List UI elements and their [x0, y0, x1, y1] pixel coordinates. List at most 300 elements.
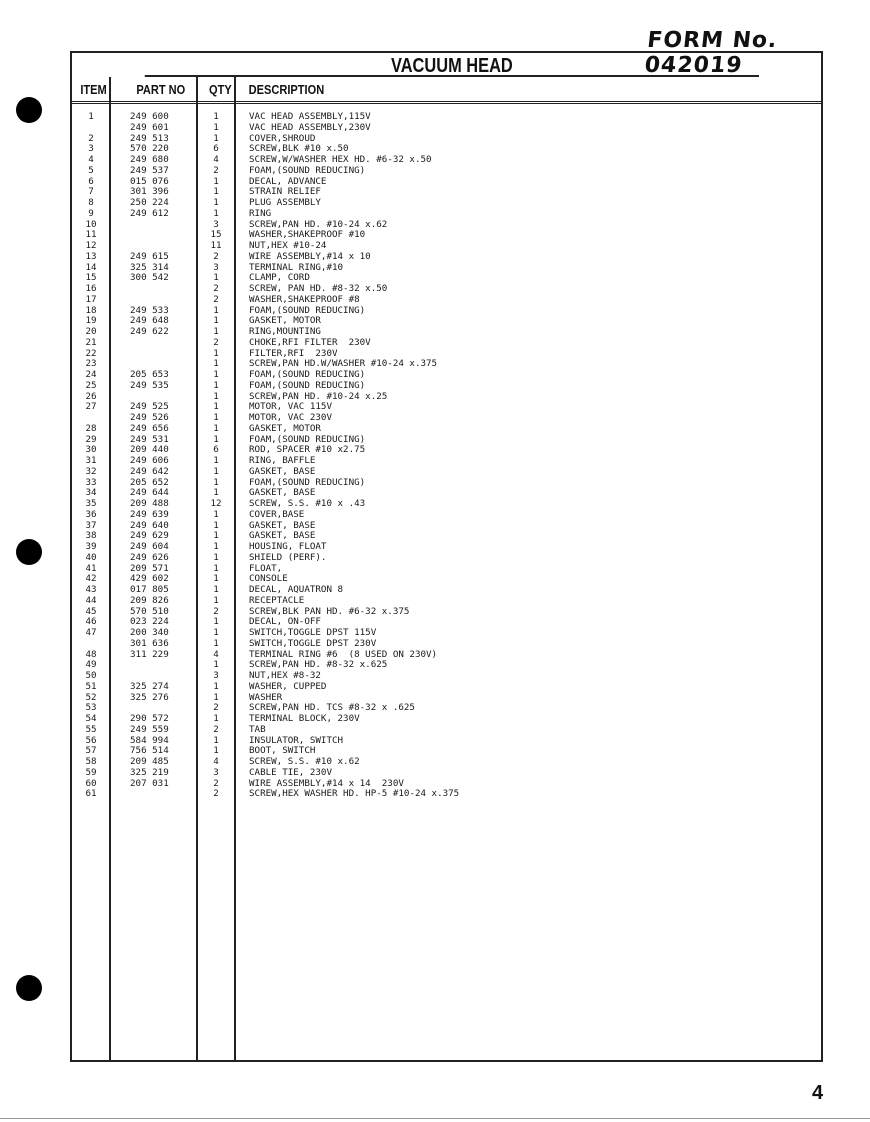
cell-item: 33 — [85, 476, 97, 488]
table-row — [72, 220, 821, 231]
table-row — [72, 349, 821, 360]
table-row — [72, 757, 821, 768]
cell-qty: 1 — [213, 197, 219, 208]
cell-qty: 1 — [213, 422, 219, 434]
cell-part: 200 340 — [130, 627, 169, 638]
cell-part: 249 533 — [130, 304, 169, 316]
table-row — [72, 402, 821, 413]
table-row — [72, 295, 821, 306]
cell-qty: 1 — [213, 326, 219, 337]
cell-desc: FOAM,(SOUND REDUCING) — [249, 304, 366, 316]
header-description: DESCRIPTION — [248, 82, 325, 97]
cell-qty: 1 — [213, 573, 219, 585]
cell-qty: 3 — [213, 766, 219, 778]
cell-part: 209 485 — [130, 756, 169, 767]
cell-desc: COVER,SHROUD — [249, 132, 316, 144]
bottom-rule — [0, 1118, 870, 1119]
cell-desc: NUT,HEX #8-32 — [249, 670, 321, 681]
cell-desc: SWITCH,TOGGLE DPST 230V — [249, 637, 377, 649]
table-row — [72, 521, 821, 532]
cell-item: 47 — [85, 627, 97, 638]
cell-item: 5 — [88, 164, 94, 176]
table-row — [72, 510, 821, 521]
cell-item: 18 — [85, 304, 97, 316]
cell-desc: SCREW,PAN HD. #10-24 x.25 — [249, 390, 388, 402]
cell-qty: 1 — [213, 508, 219, 520]
cell-part: 325 219 — [130, 766, 169, 778]
table-row — [72, 112, 821, 123]
cell-item: 50 — [85, 670, 97, 681]
punch-hole-icon — [16, 97, 42, 123]
cell-item: 38 — [85, 530, 97, 542]
cell-qty: 1 — [213, 519, 219, 531]
cell-desc: SCREW,W/WASHER HEX HD. #6-32 x.50 — [249, 154, 432, 165]
table-row — [72, 736, 821, 747]
table-row — [72, 413, 821, 424]
page-number: 4 — [812, 1082, 824, 1104]
cell-part: 249 622 — [130, 326, 169, 337]
table-row — [72, 768, 821, 779]
cell-desc: SWITCH,TOGGLE DPST 115V — [249, 627, 377, 638]
cell-item: 1 — [88, 111, 94, 122]
table-row — [72, 564, 821, 575]
cell-item: 14 — [85, 261, 97, 273]
cell-qty: 1 — [213, 132, 219, 144]
table-row — [72, 177, 821, 188]
table-row — [72, 241, 821, 252]
cell-qty: 2 — [213, 250, 219, 262]
cell-part: 249 656 — [130, 422, 169, 434]
cell-desc: GASKET, BASE — [249, 487, 316, 499]
cell-part: 205 652 — [130, 476, 169, 488]
cell-item: 10 — [85, 218, 97, 230]
table-body — [72, 112, 821, 800]
table-row — [72, 198, 821, 209]
cell-desc: GASKET, BASE — [249, 519, 316, 531]
cell-desc: MOTOR, VAC 115V — [249, 401, 332, 413]
cell-qty: 1 — [213, 734, 219, 746]
table-row — [72, 187, 821, 198]
table-row — [72, 585, 821, 596]
cell-desc: GASKET, BASE — [249, 530, 316, 542]
table-row — [72, 144, 821, 155]
cell-item: 15 — [85, 272, 97, 284]
cell-part: 249 680 — [130, 154, 169, 165]
cell-part: 249 531 — [130, 433, 169, 445]
cell-part: 301 636 — [130, 637, 169, 649]
cell-item: 48 — [85, 648, 97, 660]
cell-qty: 4 — [213, 154, 219, 165]
cell-part: 249 640 — [130, 519, 169, 531]
cell-item: 11 — [85, 229, 97, 241]
cell-desc: ROD, SPACER #10 x2.75 — [249, 444, 366, 456]
table-row — [72, 166, 821, 177]
cell-qty: 2 — [213, 702, 219, 714]
cell-qty: 4 — [213, 648, 219, 660]
cell-part: 570 510 — [130, 605, 169, 617]
table-row — [72, 327, 821, 338]
cell-qty: 6 — [213, 444, 219, 456]
cell-desc: RECEPTACLE — [249, 594, 305, 606]
cell-desc: FLOAT, — [249, 562, 283, 574]
cell-part: 325 274 — [130, 680, 169, 692]
cell-desc: MOTOR, VAC 230V — [249, 412, 332, 423]
cell-item: 37 — [85, 519, 97, 531]
cell-item: 7 — [88, 186, 94, 198]
cell-desc: DECAL, ADVANCE — [249, 175, 327, 187]
cell-desc: NUT,HEX #10-24 — [249, 240, 327, 251]
cell-item: 8 — [88, 197, 94, 208]
table-row — [72, 671, 821, 682]
table-row — [72, 628, 821, 639]
cell-item: 39 — [85, 541, 97, 552]
table-header — [72, 77, 821, 104]
cell-part: 325 276 — [130, 691, 169, 703]
table-row — [72, 488, 821, 499]
header-part-no: PART NO — [136, 82, 186, 97]
cell-qty: 1 — [213, 315, 219, 327]
cell-part: 325 314 — [130, 261, 169, 273]
cell-qty: 1 — [213, 207, 219, 219]
cell-part: 017 805 — [130, 584, 169, 595]
cell-item: 49 — [85, 659, 97, 671]
cell-qty: 1 — [213, 530, 219, 542]
cell-item: 4 — [88, 154, 94, 165]
cell-item: 59 — [85, 766, 97, 778]
cell-item: 24 — [85, 369, 97, 380]
cell-item: 20 — [85, 326, 97, 337]
cell-desc: BOOT, SWITCH — [249, 745, 316, 757]
cell-desc: SCREW,BLK #10 x.50 — [249, 143, 349, 155]
cell-desc: SCREW,PAN HD. TCS #8-32 x .625 — [249, 702, 415, 714]
table-row — [72, 725, 821, 736]
cell-item: 6 — [88, 175, 94, 187]
cell-desc: DECAL, AQUATRON 8 — [249, 584, 344, 595]
cell-part: 249 648 — [130, 315, 169, 327]
cell-qty: 2 — [213, 164, 219, 176]
cell-part: 209 440 — [130, 444, 169, 456]
cell-desc: TERMINAL RING #6 (8 USED ON 230V) — [249, 648, 438, 660]
table-row — [72, 703, 821, 714]
cell-qty: 1 — [213, 304, 219, 316]
cell-desc: SCREW,PAN HD. #8-32 x.625 — [249, 659, 388, 671]
cell-qty: 1 — [213, 379, 219, 391]
cell-desc: SCREW, S.S. #10 x.62 — [249, 756, 360, 767]
cell-qty: 1 — [213, 551, 219, 563]
table-row — [72, 746, 821, 757]
cell-part: 249 612 — [130, 207, 169, 219]
cell-desc: SCREW,PAN HD.W/WASHER #10-24 x.375 — [249, 358, 438, 370]
cell-qty: 1 — [213, 347, 219, 359]
cell-part: 756 514 — [130, 745, 169, 757]
table-row — [72, 381, 821, 392]
table-row — [72, 230, 821, 241]
cell-desc: GASKET, MOTOR — [249, 315, 321, 327]
cell-part: 250 224 — [130, 197, 169, 208]
cell-desc: FOAM,(SOUND REDUCING) — [249, 369, 366, 380]
cell-item: 31 — [85, 455, 97, 466]
cell-part: 300 542 — [130, 272, 169, 284]
cell-qty: 2 — [213, 723, 219, 735]
cell-desc: WASHER, CUPPED — [249, 680, 327, 692]
cell-qty: 1 — [213, 659, 219, 671]
cell-desc: CLAMP, CORD — [249, 272, 310, 284]
cell-item: 12 — [85, 240, 97, 251]
cell-desc: TERMINAL BLOCK, 230V — [249, 713, 360, 724]
table-row — [72, 134, 821, 145]
cell-item: 17 — [85, 293, 97, 305]
cell-item: 27 — [85, 401, 97, 413]
cell-part: 249 606 — [130, 455, 169, 466]
cell-item: 52 — [85, 691, 97, 703]
table-row — [72, 682, 821, 693]
table-row — [72, 359, 821, 370]
table-row — [72, 499, 821, 510]
cell-qty: 3 — [213, 261, 219, 273]
table-row — [72, 574, 821, 585]
cell-item: 60 — [85, 777, 97, 789]
cell-item: 25 — [85, 379, 97, 391]
cell-part: 311 229 — [130, 648, 169, 660]
cell-qty: 1 — [213, 465, 219, 477]
cell-part: 301 396 — [130, 186, 169, 198]
cell-part: 249 626 — [130, 551, 169, 563]
cell-qty: 1 — [213, 369, 219, 380]
cell-part: 249 513 — [130, 132, 169, 144]
cell-item: 23 — [85, 358, 97, 370]
cell-item: 36 — [85, 508, 97, 520]
cell-desc: WIRE ASSEMBLY,#14 x 14 230V — [249, 777, 404, 789]
cell-desc: GASKET, MOTOR — [249, 422, 321, 434]
cell-desc: SHIELD (PERF). — [249, 551, 327, 563]
cell-desc: CONSOLE — [249, 573, 288, 585]
cell-desc: WASHER,SHAKEPROOF #10 — [249, 229, 366, 241]
cell-qty: 1 — [213, 175, 219, 187]
cell-item: 45 — [85, 605, 97, 617]
cell-item: 32 — [85, 465, 97, 477]
table-row — [72, 338, 821, 349]
cell-desc: SCREW,PAN HD. #10-24 x.62 — [249, 218, 388, 230]
table-row — [72, 467, 821, 478]
cell-part: 249 629 — [130, 530, 169, 542]
cell-part: 249 601 — [130, 121, 169, 133]
cell-item: 28 — [85, 422, 97, 434]
cell-qty: 12 — [210, 498, 222, 509]
page-title: VACUUM HEAD — [145, 53, 759, 77]
cell-part: 205 653 — [130, 369, 169, 380]
cell-desc: CABLE TIE, 230V — [249, 766, 332, 778]
cell-item: 3 — [88, 143, 94, 155]
table-row — [72, 693, 821, 704]
table-row — [72, 553, 821, 564]
cell-part: 249 642 — [130, 465, 169, 477]
cell-item: 19 — [85, 315, 97, 327]
cell-item: 30 — [85, 444, 97, 456]
cell-desc: WASHER,SHAKEPROOF #8 — [249, 293, 360, 305]
cell-part: 570 220 — [130, 143, 169, 155]
table-row — [72, 650, 821, 661]
cell-qty: 3 — [213, 670, 219, 681]
table-row — [72, 789, 821, 800]
cell-part: 249 537 — [130, 164, 169, 176]
cell-part: 249 535 — [130, 379, 169, 391]
cell-qty: 1 — [213, 487, 219, 499]
table-row — [72, 273, 821, 284]
cell-part: 015 076 — [130, 175, 169, 187]
cell-desc: INSULATOR, SWITCH — [249, 734, 344, 746]
cell-item: 42 — [85, 573, 97, 585]
table-row — [72, 316, 821, 327]
table-row — [72, 284, 821, 295]
cell-item: 43 — [85, 584, 97, 595]
cell-desc: FOAM,(SOUND REDUCING) — [249, 379, 366, 391]
cell-qty: 2 — [213, 788, 219, 800]
table-row — [72, 607, 821, 618]
cell-item: 22 — [85, 347, 97, 359]
cell-desc: COVER,BASE — [249, 508, 305, 520]
cell-desc: TERMINAL RING,#10 — [249, 261, 344, 273]
table-row — [72, 478, 821, 489]
cell-desc: SCREW, PAN HD. #8-32 x.50 — [249, 283, 388, 294]
cell-qty: 1 — [213, 616, 219, 628]
punch-hole-icon — [16, 539, 42, 565]
cell-qty: 2 — [213, 283, 219, 294]
table-row — [72, 392, 821, 403]
cell-part: 249 600 — [130, 111, 169, 122]
cell-qty: 2 — [213, 336, 219, 348]
cell-qty: 1 — [213, 186, 219, 198]
cell-qty: 1 — [213, 433, 219, 445]
cell-qty: 1 — [213, 401, 219, 413]
cell-item: 29 — [85, 433, 97, 445]
cell-part: 249 604 — [130, 541, 169, 552]
cell-desc: FOAM,(SOUND REDUCING) — [249, 433, 366, 445]
cell-qty: 1 — [213, 358, 219, 370]
cell-item: 34 — [85, 487, 97, 499]
cell-qty: 1 — [213, 562, 219, 574]
cell-item: 51 — [85, 680, 97, 692]
cell-qty: 1 — [213, 455, 219, 466]
cell-item: 35 — [85, 498, 97, 509]
cell-part: 290 572 — [130, 713, 169, 724]
cell-desc: SCREW,BLK PAN HD. #6-32 x.375 — [249, 605, 410, 617]
cell-part: 584 994 — [130, 734, 169, 746]
cell-item: 16 — [85, 283, 97, 294]
cell-qty: 1 — [213, 637, 219, 649]
cell-item: 57 — [85, 745, 97, 757]
table-row — [72, 445, 821, 456]
punch-hole-icon — [16, 975, 42, 1001]
form-number: FORM No. 042019 — [643, 28, 779, 78]
cell-part: 209 488 — [130, 498, 169, 509]
table-row — [72, 617, 821, 628]
cell-item: 2 — [88, 132, 94, 144]
table-row — [72, 456, 821, 467]
cell-qty: 3 — [213, 218, 219, 230]
cell-part: 023 224 — [130, 616, 169, 628]
cell-qty: 6 — [213, 143, 219, 155]
parts-table — [70, 51, 823, 1062]
table-row — [72, 639, 821, 650]
cell-desc: FOAM,(SOUND REDUCING) — [249, 476, 366, 488]
cell-qty: 1 — [213, 680, 219, 692]
cell-item: 26 — [85, 390, 97, 402]
cell-item: 46 — [85, 616, 97, 628]
table-row — [72, 542, 821, 553]
cell-qty: 1 — [213, 272, 219, 284]
cell-desc: VAC HEAD ASSEMBLY,115V — [249, 111, 371, 122]
table-row — [72, 531, 821, 542]
cell-desc: FILTER,RFI 230V — [249, 347, 338, 359]
cell-qty: 15 — [210, 229, 222, 241]
table-row — [72, 263, 821, 274]
table-row — [72, 155, 821, 166]
cell-desc: SCREW,HEX WASHER HD. HP-5 #10-24 x.375 — [249, 788, 460, 800]
cell-desc: PLUG ASSEMBLY — [249, 197, 321, 208]
cell-desc: WIRE ASSEMBLY,#14 x 10 — [249, 250, 371, 262]
table-row — [72, 370, 821, 381]
cell-part: 249 526 — [130, 412, 169, 423]
cell-item: 58 — [85, 756, 97, 767]
cell-qty: 1 — [213, 691, 219, 703]
cell-desc: VAC HEAD ASSEMBLY,230V — [249, 121, 371, 133]
header-item: ITEM — [80, 82, 107, 97]
cell-part: 209 571 — [130, 562, 169, 574]
cell-desc: RING — [249, 207, 272, 219]
cell-qty: 1 — [213, 594, 219, 606]
cell-desc: GASKET, BASE — [249, 465, 316, 477]
cell-item: 9 — [88, 207, 94, 219]
cell-item: 55 — [85, 723, 97, 735]
cell-qty: 1 — [213, 111, 219, 122]
table-row — [72, 660, 821, 671]
table-row — [72, 596, 821, 607]
cell-qty: 2 — [213, 293, 219, 305]
cell-desc: RING, BAFFLE — [249, 455, 316, 466]
cell-part: 249 639 — [130, 508, 169, 520]
cell-qty: 1 — [213, 627, 219, 638]
cell-item: 54 — [85, 713, 97, 724]
cell-part: 249 525 — [130, 401, 169, 413]
cell-qty: 1 — [213, 412, 219, 423]
table-row — [72, 209, 821, 220]
cell-qty: 1 — [213, 121, 219, 133]
cell-item: 53 — [85, 702, 97, 714]
cell-part: 209 826 — [130, 594, 169, 606]
cell-desc: FOAM,(SOUND REDUCING) — [249, 164, 366, 176]
cell-qty: 1 — [213, 584, 219, 595]
cell-desc: HOUSING, FLOAT — [249, 541, 327, 552]
cell-item: 44 — [85, 594, 97, 606]
cell-part: 249 615 — [130, 250, 169, 262]
cell-desc: SCREW, S.S. #10 x .43 — [249, 498, 366, 509]
table-row — [72, 714, 821, 725]
cell-desc: DECAL, ON-OFF — [249, 616, 321, 628]
cell-qty: 1 — [213, 390, 219, 402]
cell-qty: 1 — [213, 745, 219, 757]
cell-qty: 1 — [213, 541, 219, 552]
cell-item: 21 — [85, 336, 97, 348]
table-row — [72, 123, 821, 134]
cell-qty: 11 — [210, 240, 222, 251]
cell-qty: 2 — [213, 777, 219, 789]
table-row — [72, 435, 821, 446]
cell-qty: 1 — [213, 713, 219, 724]
cell-part: 249 559 — [130, 723, 169, 735]
cell-item: 41 — [85, 562, 97, 574]
header-qty: QTY — [209, 82, 232, 97]
cell-qty: 1 — [213, 476, 219, 488]
